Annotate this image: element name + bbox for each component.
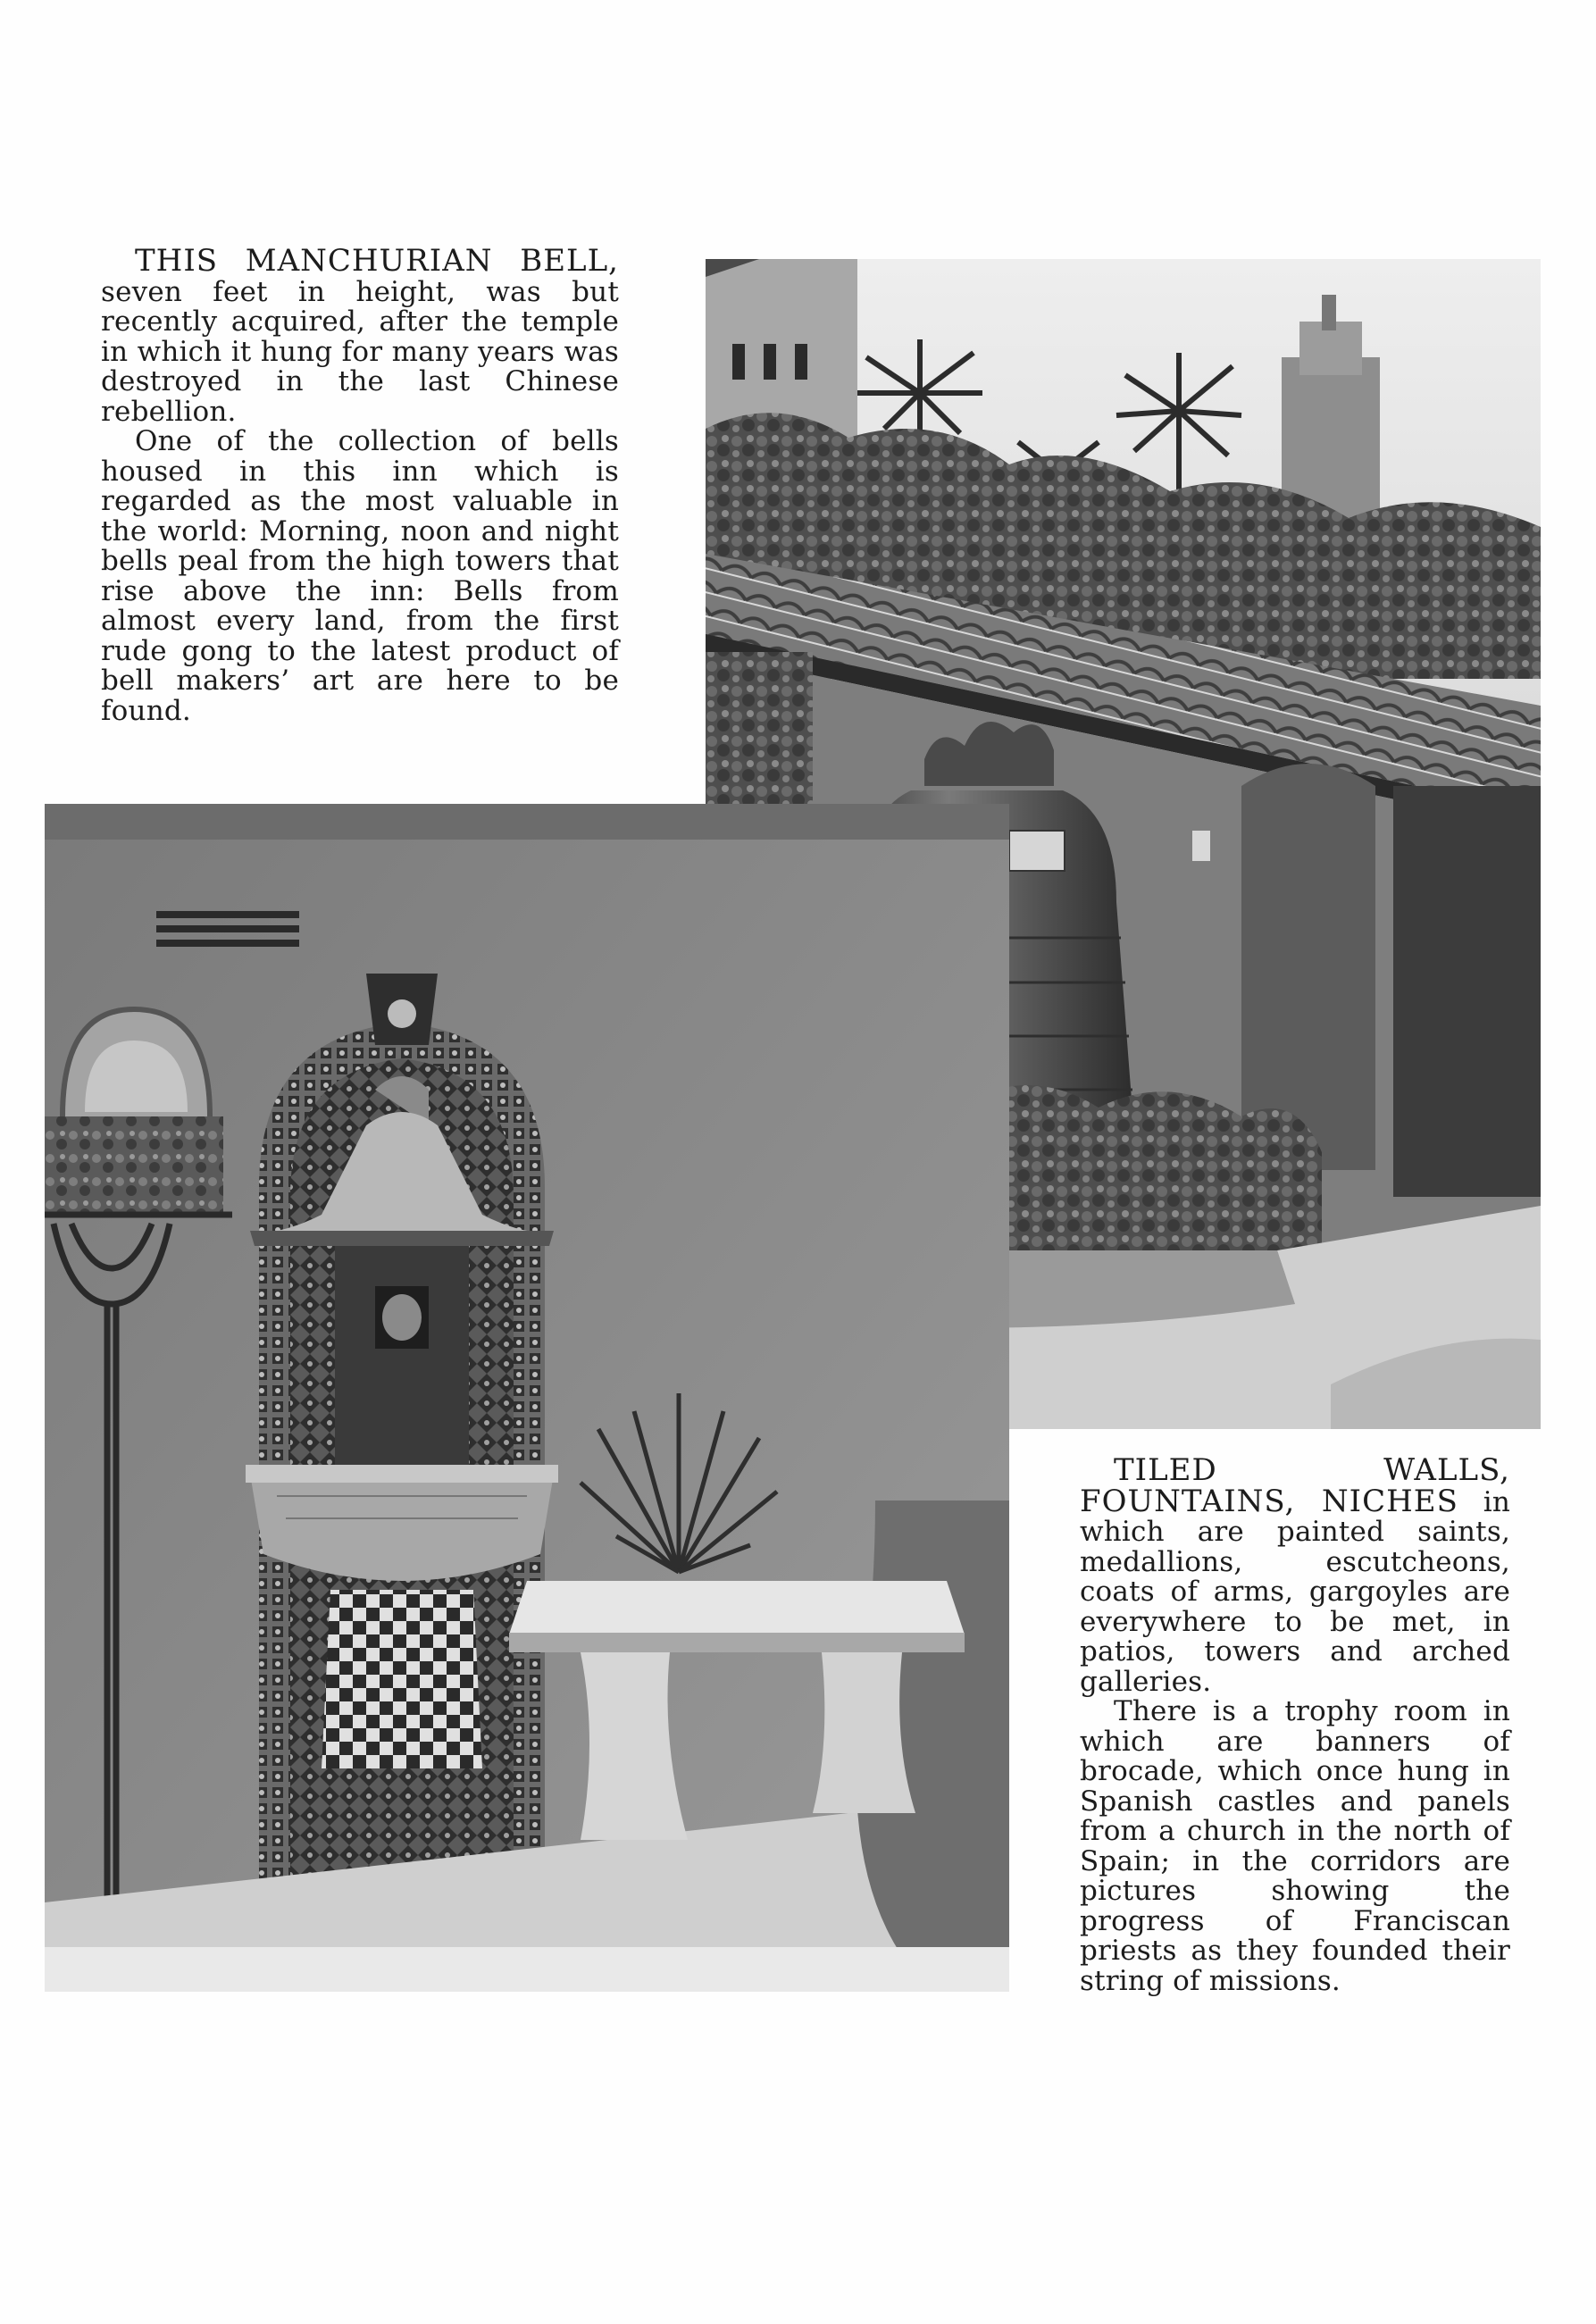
- caption-lead: TILED WALLS, FOUNTAINS, NICHES: [1080, 1452, 1510, 1519]
- caption-lead: THIS MANCHURIAN BELL,: [135, 243, 619, 279]
- caption-paragraph: One of the collection of bells housed in this inn which is regarded as the most valuable in the world: Morning, noon and night bells peal from the high towers that rise above the inn: Bells from almost every land, from the first rude gong to the latest product of bell makers’ art are here to be found.: [101, 425, 619, 727]
- photo-tiled-fountain: [45, 804, 1009, 1992]
- caption-text: in which are painted saints, medallions, escutcheons, coats of arms, gargoyles are everywhere to be met, in patios, towers and arched galleries.: [1080, 1485, 1510, 1698]
- caption-manchurian-bell: [101, 243, 619, 727]
- caption-paragraph: There is a trophy room in which are banners of brocade, which once hung in Spanish castles and panels from a church in the north of Spain; in the corridors are pictures showing the progress of Franciscan priests as they founded their string of missions.: [1080, 1695, 1510, 1997]
- caption-text: seven feet in height, was but recently acquired, after the temple in which it hung for many years was destroyed in the last Chinese rebellion.: [101, 275, 619, 428]
- fountain-photo-illustration: [45, 804, 1009, 1992]
- caption-tiled-walls: [1080, 1452, 1510, 1997]
